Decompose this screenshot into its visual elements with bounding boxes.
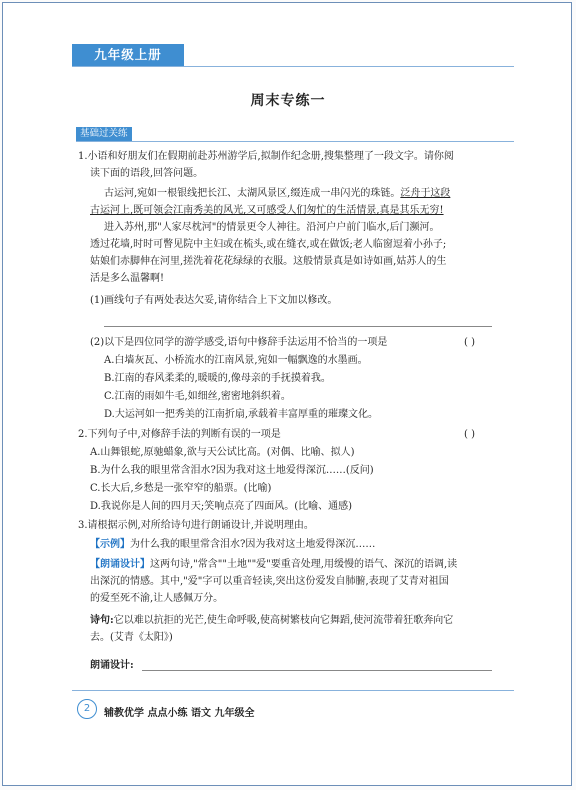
underlined-sentence-cont: 古运河上,既可领会江南秀美的风光,又可感受人们匆忙的生活情景,真是其乐无穷! <box>90 205 444 216</box>
passage-text: 古运河,宛如一根银线把长江、太湖风景区,缀连成一串闪光的珠链。 <box>104 188 401 199</box>
q1-stem-line2: 读下面的语段,回答问题。 <box>90 168 204 179</box>
q1-sub2: (2)以下是四位同学的游学感受,语句中修辞手法运用不恰当的一项是 <box>90 337 388 348</box>
answer-bracket[interactable]: ( ) <box>464 337 475 348</box>
q3-stem: 3.请根据示例,对所给诗句进行朗诵设计,并说明理由。 <box>78 520 314 531</box>
answer-label: 朗诵设计: <box>90 660 134 671</box>
q1-option-d: D.大运河如一把秀美的江南折扇,承载着丰富厚重的璀璨文化。 <box>104 409 379 420</box>
q1-option-b: B.江南的春风柔柔的,暖暖的,像母亲的手抚摸着我。 <box>104 373 331 384</box>
q1-sub1: (1)画线句子有两处表达欠妥,请你结合上下文加以修改。 <box>90 295 338 306</box>
q3-poem-line1 <box>90 614 453 628</box>
q2-option-a: A.山舞银蛇,原驰蜡象,欲与天公试比高。(对偶、比喻、拟人) <box>90 447 355 458</box>
example-label: 【示例】 <box>90 539 130 550</box>
footer-title: 辅教优学 点点小练 语文 九年级全 <box>104 708 255 719</box>
q3-design-line2: 出深沉的情感。其中,"爱"字可以重音轻读,突出这份爱发自肺腑,表现了艾青对祖国 <box>90 576 449 587</box>
q3-example <box>90 538 375 552</box>
q1-option-c: C.江南的雨如牛毛,如细丝,密密地斜织着。 <box>104 391 291 402</box>
answer-line[interactable] <box>104 326 492 327</box>
q2-option-b: B.为什么我的眼里常含泪水?因为我对这土地爱得深沉……(反问) <box>90 465 374 476</box>
q3-design-line3: 的爱至死不渝,让人感佩万分。 <box>90 593 224 604</box>
q1-passage-line4: 透过花墙,时时可瞥见院中主妇或在梳头,或在缝衣,或在做饭;老人临窗逗着小孙子; <box>90 239 447 250</box>
q1-passage-line1 <box>104 187 450 201</box>
page-number: 2 <box>77 699 97 719</box>
q3-design-line1 <box>90 558 457 572</box>
q2-option-c: C.长大后,乡愁是一张窄窄的船票。(比喻) <box>90 483 272 494</box>
q3-poem-line2: 去。(艾青《太阳》) <box>90 632 173 643</box>
footer-divider <box>72 690 514 691</box>
design-label: 【朗诵设计】 <box>90 559 150 570</box>
q2-stem: 2.下列句子中,对修辞手法的判断有误的一项是 <box>78 429 281 440</box>
section-divider <box>76 141 514 142</box>
poem-text: 它以难以抗拒的光芒,使生命呼吸,使高树繁枝向它舞蹈,使河流带着狂歌奔向它 <box>113 615 454 626</box>
header-divider <box>72 66 514 67</box>
grade-banner: 九年级上册 <box>72 44 184 66</box>
section-tag: 基础过关练 <box>76 127 132 141</box>
q1-passage-line6: 活是多么温馨啊! <box>90 273 165 284</box>
design-text: 这两句诗,"常含""土地""爱"要重音处理,用缓慢的语气、深沉的语调,读 <box>150 559 458 570</box>
example-text: 为什么我的眼里常含泪水?因为我对这土地爱得深沉…… <box>130 539 376 550</box>
poem-label: 诗句: <box>90 615 114 626</box>
underlined-sentence: 泛舟于这段 <box>400 188 451 199</box>
answer-line[interactable] <box>142 670 492 671</box>
page-title: 周末专练一 <box>250 93 326 109</box>
q2-option-d: D.我说你是人间的四月天;笑响点亮了四面风。(比喻、通感) <box>90 501 353 512</box>
q1-option-a: A.白墙灰瓦、小桥流水的江南风景,宛如一幅飘逸的水墨画。 <box>104 355 368 366</box>
q1-stem-line1: 1.小语和好朋友们在假期前赴苏州游学后,拟制作纪念册,搜集整理了一段文字。请你阅 <box>78 151 454 162</box>
q1-passage-line5: 姑娘们赤脚伸在河里,搓洗着花花绿绿的衣服。这般情景真是如诗如画,姑苏人的生 <box>90 256 447 267</box>
answer-bracket[interactable]: ( ) <box>464 429 475 440</box>
q1-passage-line3: 进入苏州,那"人家尽枕河"的情景更令人神往。沿河户户前门临水,后门濒河。 <box>104 222 440 233</box>
